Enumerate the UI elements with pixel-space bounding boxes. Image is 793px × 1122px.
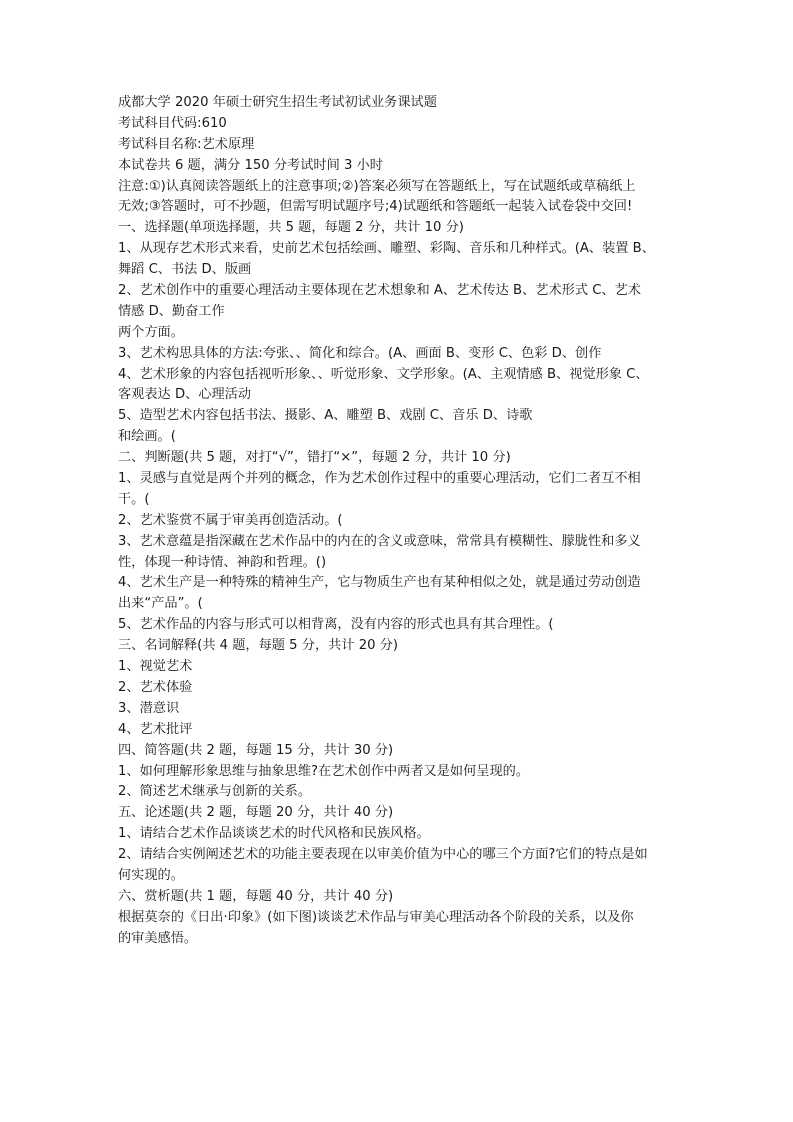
document-line: 无效;③答题时，可不抄题，但需写明试题序号;4)试题纸和答题纸一起装入试卷袋中交回! — [118, 199, 633, 215]
document-line: 考试科目名称:艺术原理 — [118, 136, 255, 152]
document-line: 3、艺术构思具体的方法:夸张、、简化和综合。(A、画面 B、变形 C、色彩 D、创作 — [118, 345, 602, 361]
document-line: 4、艺术生产是一种特殊的精神生产，它与物质生产也有某种相似之处，就是通过劳动创造 — [118, 575, 641, 591]
document-line: 和绘画。( — [118, 429, 176, 445]
document-line: 的审美感悟。 — [118, 930, 198, 946]
document-line: 性，体现一种诗情、神韵和哲理。() — [118, 554, 327, 570]
document-line: 2、请结合实例阐述艺术的功能主要表现在以审美价值为中心的哪三个方面?它们的特点是如 — [118, 847, 648, 863]
document-line: 1、视觉艺术 — [118, 659, 193, 675]
document-line: 1、请结合艺术作品谈谈艺术的时代风格和民族风格。 — [118, 826, 430, 842]
document-line: 3、艺术意蕴是指深藏在艺术作品中的内在的含义或意味，常常具有模糊性、朦胧性和多义 — [118, 533, 641, 549]
document-line: 考试科目代码:610 — [118, 115, 227, 131]
document-line: 六、赏析题(共 1 题，每题 40 分，共计 40 分) — [118, 888, 394, 904]
document-line: 四、简答题(共 2 题，每题 15 分，共计 30 分) — [118, 742, 394, 758]
document-line: 1、如何理解形象思维与抽象思维?在艺术创作中两者又是如何呈现的。 — [118, 763, 530, 779]
document-line: 1、灵感与直觉是两个并列的概念，作为艺术创作过程中的重要心理活动，它们二者互不相 — [118, 471, 641, 487]
document-line: 何实现的。 — [118, 867, 184, 883]
document-line: 2、艺术鉴赏不属于审美再创造活动。( — [118, 512, 343, 528]
document-line: 4、艺术形象的内容包括视听形象、、听觉形象、文学形象。(A、主观情感 B、视觉形象 C、 — [118, 366, 649, 382]
document-line: 三、名词解释(共 4 题，每题 5 分，共计 20 分) — [118, 638, 399, 654]
document-line: 注意:①)认真阅读答题纸上的注意事项;②)答案必须写在答题纸上，写在试题纸或草稿纸上 — [118, 178, 636, 194]
document-line: 本试卷共 6 题，满分 150 分考试时间 3 小时 — [118, 157, 383, 173]
document-line: 2、艺术创作中的重要心理活动主要体现在艺术想象和 A、艺术传达 B、艺术形式 C、艺术 — [118, 283, 641, 299]
document-line: 根据莫奈的《日出·印象》(如下图)谈谈艺术作品与审美心理活动各个阶段的关系，以及你 — [118, 909, 634, 925]
document-line: 成都大学 2020 年硕士研究生招生考试初试业务课试题 — [118, 95, 437, 110]
document-line: 3、潜意识 — [118, 700, 180, 716]
exam-document — [118, 93, 680, 950]
document-line: 一、选择题(单项选择题，共 5 题，每题 2 分，共计 10 分) — [118, 220, 464, 236]
document-line: 2、艺术体验 — [118, 679, 193, 695]
document-line: 五、论述题(共 2 题，每题 20 分，共计 40 分) — [118, 805, 394, 821]
document-line: 2、简述艺术继承与创新的关系。 — [118, 784, 312, 800]
document-line: 客观表达 D、心理活动 — [118, 387, 252, 403]
document-line: 5、艺术作品的内容与形式可以相背离，没有内容的形式也具有其合理性。( — [118, 617, 554, 633]
document-line: 舞蹈 C、书法 D、版画 — [118, 262, 252, 278]
document-line: 1、从现存艺术形式来看，史前艺术包括绘画、雕塑、彩陶、音乐和几种样式。(A、装置 B、 — [118, 241, 655, 257]
document-line: 干。( — [118, 491, 150, 507]
document-line: 情感 D、勤奋工作 — [118, 303, 225, 319]
document-line: 4、艺术批评 — [118, 721, 193, 737]
document-line: 两个方面。 — [118, 324, 184, 340]
document-line: 出来“产品”。( — [118, 596, 203, 612]
document-line: 二、判断题(共 5 题，对打“√”，错打“×”，每题 2 分，共计 10 分) — [118, 450, 511, 466]
document-line: 5、造型艺术内容包括书法、摄影、A、雕塑 B、戏剧 C、音乐 D、诗歌 — [118, 408, 533, 424]
